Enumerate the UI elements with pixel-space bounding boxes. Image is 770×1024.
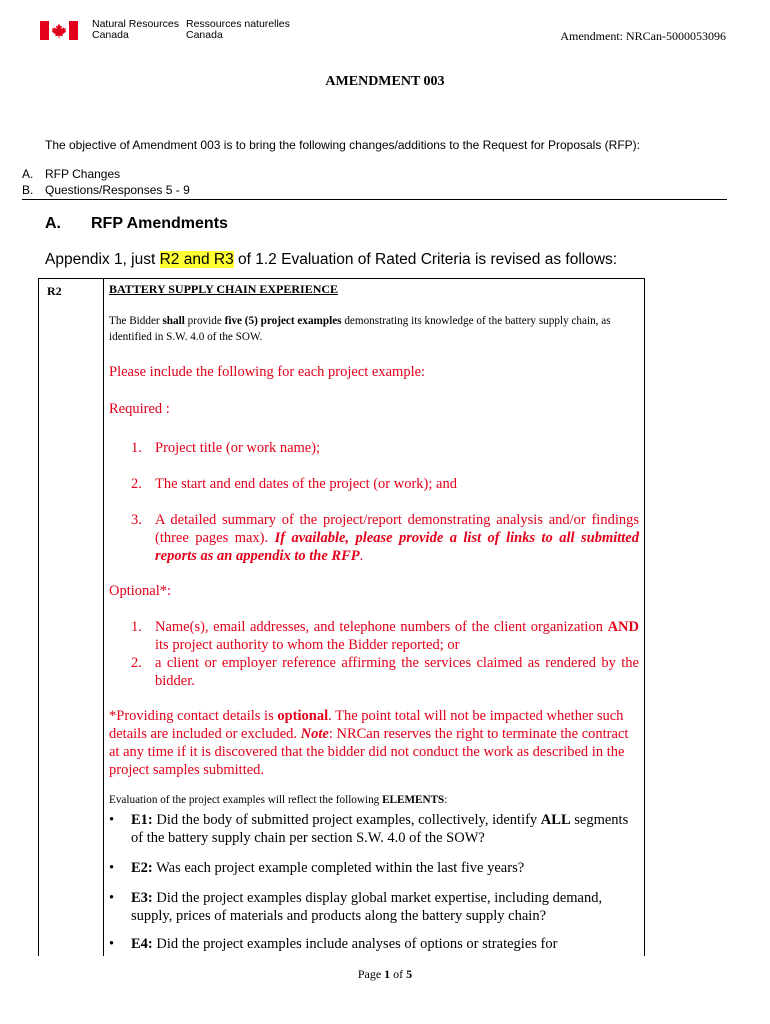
section-heading: RFP Amendments [91,215,228,232]
list-item: 2. a client or employer reference affirming the services claimed as rendered by the bidder. [131,655,639,689]
optional-label: Optional*: [109,583,172,599]
list-item: • E3: Did the project examples display global market expertise, including demand, supply, prices of materials and products along the battery supply chain? [109,890,603,924]
objective-text: The objective of Amendment 003 is to bring the following changes/additions to the Request for Proposals (RFP): [45,138,640,152]
include-prompt: Please include the following for each project example: [109,364,426,380]
criterion-intro: The Bidder shall provide five (5) project examples demonstrating its knowledge of the battery supply chain, as identified in S.W. 4.0 of the SOW. [109,315,611,343]
list-item: B. Questions/Responses 5 - 9 [22,183,190,197]
list-item: 1. Name(s), email addresses, and telephone numbers of the client organization AND its project authority to whom the Bidder reported; or [131,619,639,653]
department-name-fr: Ressources naturelles Canada [186,18,290,41]
optional-note: *Providing contact details is optional. The point total will not be impacted whether such details are included or excluded. Note: NRCan reserves the right to terminate the contract at any time if it is discovered that the bidder did not conduct the work as described in the project samples submitted. [109,708,629,778]
divider [22,199,727,200]
canada-flag-icon [40,21,78,40]
criterion-title: BATTERY SUPPLY CHAIN EXPERIENCE [109,282,339,296]
column-divider [103,279,104,956]
amendment-reference: Amendment: NRCan-5000053096 [560,29,726,43]
criterion-id: R2 [47,284,62,298]
required-label: Required : [109,401,170,417]
page-number: Page 1 of 5 [357,967,413,981]
highlighted-text: R2 and R3 [159,251,234,268]
list-item: 3. A detailed summary of the project/report demonstrating analysis and/or findings (three pages max). If available, please provide a list of links to all submitted reports as an appendix to the RFP. [131,512,639,564]
rated-criteria-table: R2 BATTERY SUPPLY CHAIN EXPERIENCE The Bidder shall provide five (5) project examples demonstrating its knowledge of the battery supply chain, as identified in S.W. 4.0 of the SOW. Please include the following for each project example: Required : 1. Project title (or work name); 2. The start and end dates of the project (or work); and 3. A detailed summary of the project/report demonstrating analysis and/or findings (three pages max). If available, please provide a list of links to all submitted reports as an appendix to the RFP. Optional*: 1. Name(s), email addresses, and telephone numbers of the client organization AND its project authority to whom the Bidder reported; or 2. a client or employer reference affirming the services claimed as rendered by the bidder. *Providing contact details is optional. The point total will not be impacted whether such details are included or excluded. Note: NRCan reserves the right to terminate the contract at any time if it is discovered that the bidder did not conduct the work as described in the project samples submitted. Evaluation of the project examples will reflect the following ELEMENTS: • E1: Did the body of submitted project examples, collectively, identify ALL segments of the battery supply chain per section S.W. 4.0 of the SOW? • E2: Was each project example completed within the last five years? • E3: Did the project examples display global market expertise, including demand, supply, prices of materials and products along the battery supply chain? • E4: Did the project examples include analyses of options or strategies for [38,278,645,956]
section-letter: A. [45,215,61,232]
page-title: AMENDMENT 003 [325,74,445,89]
evaluation-intro: Evaluation of the project examples will reflect the following ELEMENTS: [109,794,448,806]
list-item: • E1: Did the body of submitted project examples, collectively, identify ALL segments of the battery supply chain per section S.W. 4.0 of the SOW? [109,812,629,846]
list-item: A. RFP Changes [22,167,121,181]
appendix-revision-line: Appendix 1, just R2 and R3 of 1.2 Evaluation of Rated Criteria is revised as follows: [45,251,618,268]
department-name-en: Natural Resources Canada [92,18,179,41]
